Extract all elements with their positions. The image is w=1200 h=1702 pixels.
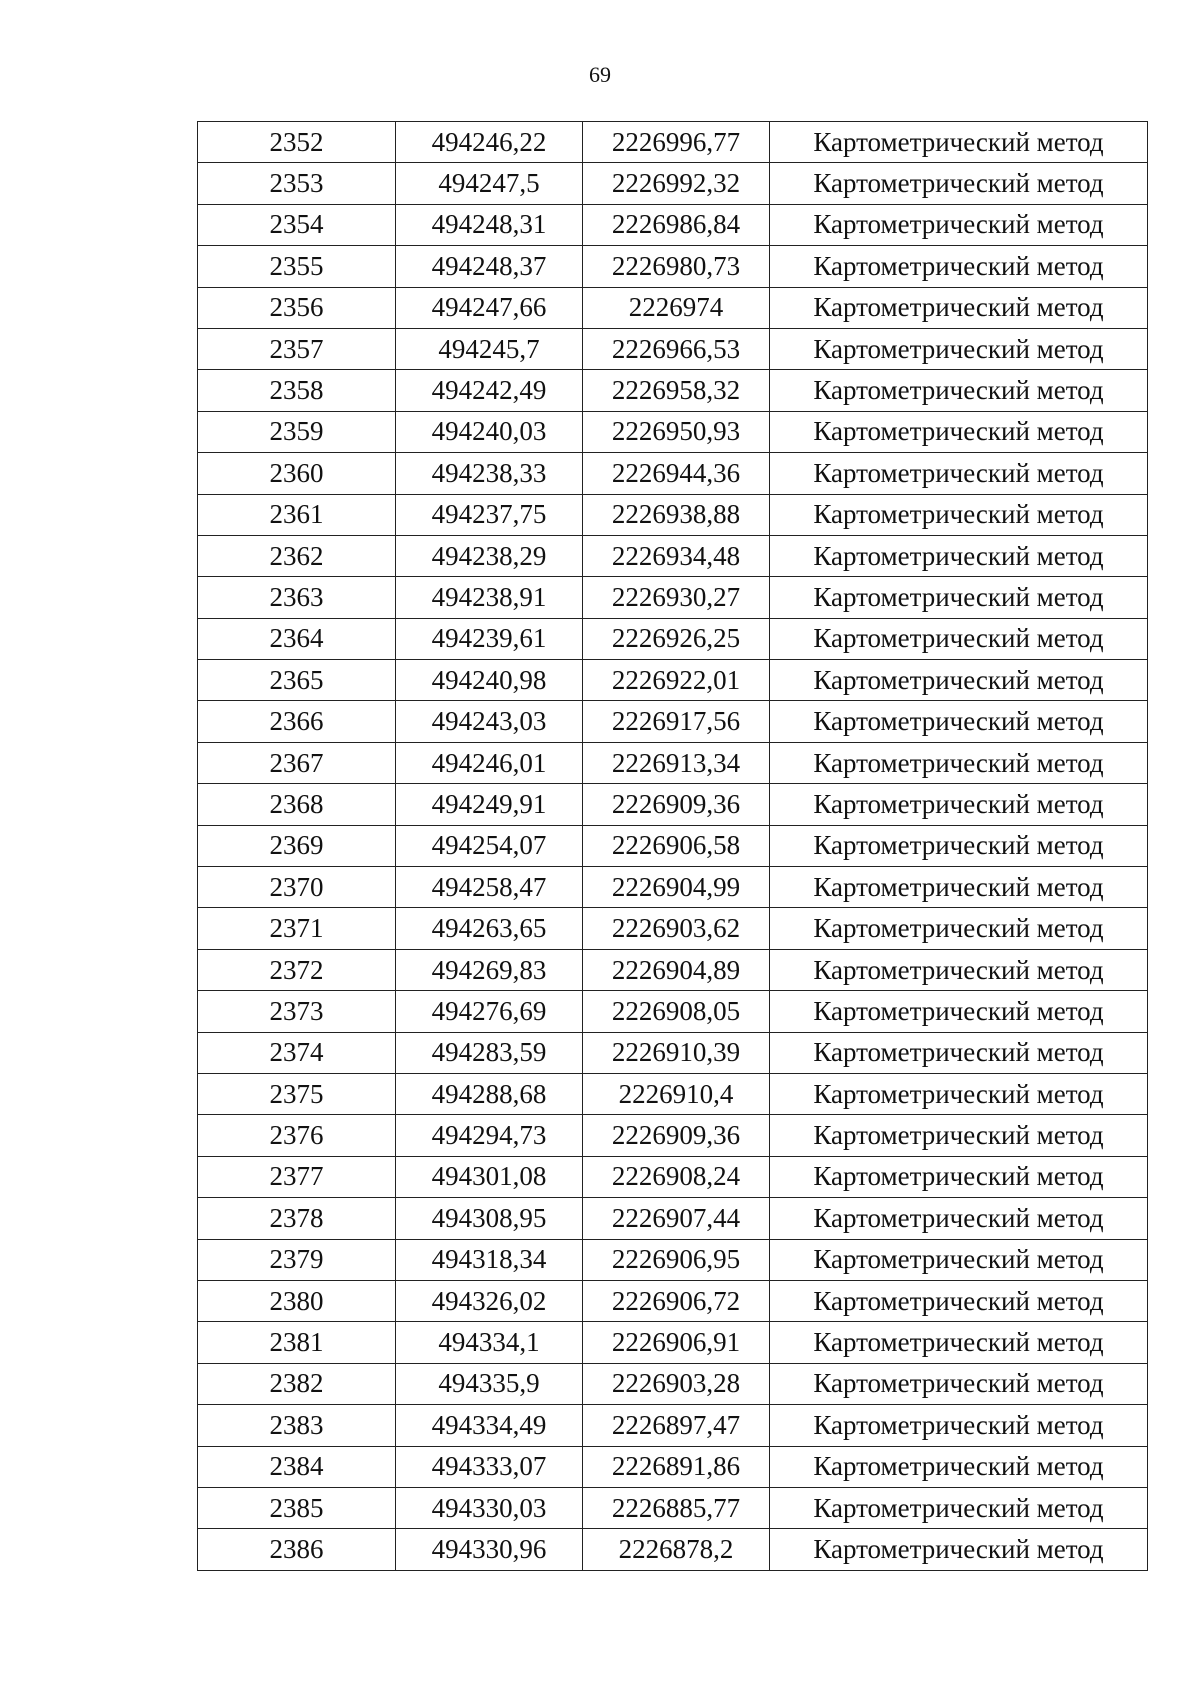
y-coordinate-cell: 2226891,86 <box>583 1446 770 1487</box>
y-coordinate-cell: 2226909,36 <box>583 1115 770 1156</box>
x-coordinate-cell: 494269,83 <box>396 949 583 990</box>
point-number-cell: 2359 <box>198 411 396 452</box>
table-row <box>198 784 1148 825</box>
table-row <box>198 453 1148 494</box>
table-row <box>198 701 1148 742</box>
y-coordinate-cell: 2226897,47 <box>583 1405 770 1446</box>
table-row <box>198 1198 1148 1239</box>
x-coordinate-cell: 494245,7 <box>396 328 583 369</box>
point-number-cell: 2375 <box>198 1073 396 1114</box>
point-number-cell: 2364 <box>198 618 396 659</box>
method-cell: Картометрический метод <box>770 370 1148 411</box>
y-coordinate-cell: 2226878,2 <box>583 1529 770 1570</box>
y-coordinate-cell: 2226906,91 <box>583 1322 770 1363</box>
point-number-cell: 2366 <box>198 701 396 742</box>
method-cell: Картометрический метод <box>770 1239 1148 1280</box>
table-row <box>198 1115 1148 1156</box>
x-coordinate-cell: 494238,29 <box>396 535 583 576</box>
point-number-cell: 2360 <box>198 453 396 494</box>
y-coordinate-cell: 2226926,25 <box>583 618 770 659</box>
point-number-cell: 2380 <box>198 1280 396 1321</box>
x-coordinate-cell: 494242,49 <box>396 370 583 411</box>
table-row <box>198 494 1148 535</box>
table-row <box>198 949 1148 990</box>
x-coordinate-cell: 494335,9 <box>396 1363 583 1404</box>
point-number-cell: 2356 <box>198 287 396 328</box>
y-coordinate-cell: 2226908,24 <box>583 1156 770 1197</box>
x-coordinate-cell: 494248,31 <box>396 204 583 245</box>
table-row <box>198 1529 1148 1570</box>
method-cell: Картометрический метод <box>770 949 1148 990</box>
point-number-cell: 2382 <box>198 1363 396 1404</box>
table-row <box>198 1322 1148 1363</box>
x-coordinate-cell: 494238,91 <box>396 577 583 618</box>
point-number-cell: 2357 <box>198 328 396 369</box>
x-coordinate-cell: 494243,03 <box>396 701 583 742</box>
method-cell: Картометрический метод <box>770 453 1148 494</box>
y-coordinate-cell: 2226906,72 <box>583 1280 770 1321</box>
point-number-cell: 2352 <box>198 122 396 163</box>
point-number-cell: 2354 <box>198 204 396 245</box>
y-coordinate-cell: 2226986,84 <box>583 204 770 245</box>
x-coordinate-cell: 494263,65 <box>396 908 583 949</box>
point-number-cell: 2365 <box>198 660 396 701</box>
method-cell: Картометрический метод <box>770 246 1148 287</box>
coordinates-table <box>197 121 1148 1571</box>
x-coordinate-cell: 494276,69 <box>396 991 583 1032</box>
y-coordinate-cell: 2226906,95 <box>583 1239 770 1280</box>
table-row <box>198 1239 1148 1280</box>
table-row <box>198 122 1148 163</box>
y-coordinate-cell: 2226904,99 <box>583 867 770 908</box>
x-coordinate-cell: 494330,96 <box>396 1529 583 1570</box>
table-row <box>198 908 1148 949</box>
method-cell: Картометрический метод <box>770 1156 1148 1197</box>
table-row <box>198 991 1148 1032</box>
method-cell: Картометрический метод <box>770 494 1148 535</box>
point-number-cell: 2372 <box>198 949 396 990</box>
method-cell: Картометрический метод <box>770 1073 1148 1114</box>
method-cell: Картометрический метод <box>770 784 1148 825</box>
point-number-cell: 2362 <box>198 535 396 576</box>
y-coordinate-cell: 2226917,56 <box>583 701 770 742</box>
point-number-cell: 2379 <box>198 1239 396 1280</box>
x-coordinate-cell: 494318,34 <box>396 1239 583 1280</box>
y-coordinate-cell: 2226930,27 <box>583 577 770 618</box>
point-number-cell: 2385 <box>198 1487 396 1528</box>
table-row <box>198 1405 1148 1446</box>
method-cell: Картометрический метод <box>770 908 1148 949</box>
table-row <box>198 1363 1148 1404</box>
table-row <box>198 1073 1148 1114</box>
table-row <box>198 1487 1148 1528</box>
y-coordinate-cell: 2226958,32 <box>583 370 770 411</box>
x-coordinate-cell: 494246,01 <box>396 742 583 783</box>
point-number-cell: 2355 <box>198 246 396 287</box>
method-cell: Картометрический метод <box>770 163 1148 204</box>
y-coordinate-cell: 2226906,58 <box>583 825 770 866</box>
method-cell: Картометрический метод <box>770 1115 1148 1156</box>
point-number-cell: 2378 <box>198 1198 396 1239</box>
table-row <box>198 1280 1148 1321</box>
y-coordinate-cell: 2226996,77 <box>583 122 770 163</box>
y-coordinate-cell: 2226903,28 <box>583 1363 770 1404</box>
x-coordinate-cell: 494326,02 <box>396 1280 583 1321</box>
table-row <box>198 411 1148 452</box>
point-number-cell: 2361 <box>198 494 396 535</box>
point-number-cell: 2381 <box>198 1322 396 1363</box>
x-coordinate-cell: 494247,66 <box>396 287 583 328</box>
y-coordinate-cell: 2226909,36 <box>583 784 770 825</box>
x-coordinate-cell: 494258,47 <box>396 867 583 908</box>
y-coordinate-cell: 2226966,53 <box>583 328 770 369</box>
point-number-cell: 2371 <box>198 908 396 949</box>
method-cell: Картометрический метод <box>770 328 1148 369</box>
x-coordinate-cell: 494240,03 <box>396 411 583 452</box>
point-number-cell: 2383 <box>198 1405 396 1446</box>
x-coordinate-cell: 494247,5 <box>396 163 583 204</box>
method-cell: Картометрический метод <box>770 1446 1148 1487</box>
y-coordinate-cell: 2226950,93 <box>583 411 770 452</box>
x-coordinate-cell: 494308,95 <box>396 1198 583 1239</box>
point-number-cell: 2373 <box>198 991 396 1032</box>
x-coordinate-cell: 494238,33 <box>396 453 583 494</box>
page-number: 69 <box>589 62 611 87</box>
y-coordinate-cell: 2226944,36 <box>583 453 770 494</box>
table-row <box>198 535 1148 576</box>
point-number-cell: 2367 <box>198 742 396 783</box>
table-row <box>198 287 1148 328</box>
x-coordinate-cell: 494248,37 <box>396 246 583 287</box>
x-coordinate-cell: 494246,22 <box>396 122 583 163</box>
table-row <box>198 660 1148 701</box>
method-cell: Картометрический метод <box>770 411 1148 452</box>
method-cell: Картометрический метод <box>770 577 1148 618</box>
x-coordinate-cell: 494333,07 <box>396 1446 583 1487</box>
x-coordinate-cell: 494240,98 <box>396 660 583 701</box>
point-number-cell: 2384 <box>198 1446 396 1487</box>
method-cell: Картометрический метод <box>770 867 1148 908</box>
x-coordinate-cell: 494283,59 <box>396 1032 583 1073</box>
table-row <box>198 742 1148 783</box>
method-cell: Картометрический метод <box>770 204 1148 245</box>
y-coordinate-cell: 2226904,89 <box>583 949 770 990</box>
x-coordinate-cell: 494334,49 <box>396 1405 583 1446</box>
y-coordinate-cell: 2226908,05 <box>583 991 770 1032</box>
point-number-cell: 2358 <box>198 370 396 411</box>
y-coordinate-cell: 2226980,73 <box>583 246 770 287</box>
y-coordinate-cell: 2226885,77 <box>583 1487 770 1528</box>
table-row <box>198 328 1148 369</box>
x-coordinate-cell: 494294,73 <box>396 1115 583 1156</box>
x-coordinate-cell: 494330,03 <box>396 1487 583 1528</box>
y-coordinate-cell: 2226913,34 <box>583 742 770 783</box>
x-coordinate-cell: 494239,61 <box>396 618 583 659</box>
table-row <box>198 370 1148 411</box>
y-coordinate-cell: 2226910,4 <box>583 1073 770 1114</box>
method-cell: Картометрический метод <box>770 991 1148 1032</box>
point-number-cell: 2369 <box>198 825 396 866</box>
x-coordinate-cell: 494237,75 <box>396 494 583 535</box>
table-row <box>198 1446 1148 1487</box>
method-cell: Картометрический метод <box>770 1405 1148 1446</box>
table-row <box>198 577 1148 618</box>
method-cell: Картометрический метод <box>770 122 1148 163</box>
y-coordinate-cell: 2226922,01 <box>583 660 770 701</box>
x-coordinate-cell: 494334,1 <box>396 1322 583 1363</box>
table-row <box>198 163 1148 204</box>
y-coordinate-cell: 2226910,39 <box>583 1032 770 1073</box>
method-cell: Картометрический метод <box>770 1198 1148 1239</box>
method-cell: Картометрический метод <box>770 1529 1148 1570</box>
table-row <box>198 1156 1148 1197</box>
point-number-cell: 2370 <box>198 867 396 908</box>
y-coordinate-cell: 2226907,44 <box>583 1198 770 1239</box>
table-row <box>198 825 1148 866</box>
point-number-cell: 2377 <box>198 1156 396 1197</box>
point-number-cell: 2363 <box>198 577 396 618</box>
x-coordinate-cell: 494254,07 <box>396 825 583 866</box>
method-cell: Картометрический метод <box>770 1322 1148 1363</box>
table-row <box>198 1032 1148 1073</box>
table-row <box>198 618 1148 659</box>
x-coordinate-cell: 494301,08 <box>396 1156 583 1197</box>
table-row <box>198 867 1148 908</box>
method-cell: Картометрический метод <box>770 1280 1148 1321</box>
x-coordinate-cell: 494288,68 <box>396 1073 583 1114</box>
method-cell: Картометрический метод <box>770 287 1148 328</box>
method-cell: Картометрический метод <box>770 1487 1148 1528</box>
y-coordinate-cell: 2226934,48 <box>583 535 770 576</box>
method-cell: Картометрический метод <box>770 660 1148 701</box>
point-number-cell: 2386 <box>198 1529 396 1570</box>
method-cell: Картометрический метод <box>770 535 1148 576</box>
point-number-cell: 2353 <box>198 163 396 204</box>
x-coordinate-cell: 494249,91 <box>396 784 583 825</box>
method-cell: Картометрический метод <box>770 618 1148 659</box>
point-number-cell: 2368 <box>198 784 396 825</box>
y-coordinate-cell: 2226974 <box>583 287 770 328</box>
y-coordinate-cell: 2226938,88 <box>583 494 770 535</box>
method-cell: Картометрический метод <box>770 1363 1148 1404</box>
method-cell: Картометрический метод <box>770 742 1148 783</box>
method-cell: Картометрический метод <box>770 701 1148 742</box>
coordinates-table-body <box>198 122 1148 1571</box>
method-cell: Картометрический метод <box>770 825 1148 866</box>
point-number-cell: 2376 <box>198 1115 396 1156</box>
table-row <box>198 204 1148 245</box>
y-coordinate-cell: 2226992,32 <box>583 163 770 204</box>
table-row <box>198 246 1148 287</box>
point-number-cell: 2374 <box>198 1032 396 1073</box>
method-cell: Картометрический метод <box>770 1032 1148 1073</box>
y-coordinate-cell: 2226903,62 <box>583 908 770 949</box>
